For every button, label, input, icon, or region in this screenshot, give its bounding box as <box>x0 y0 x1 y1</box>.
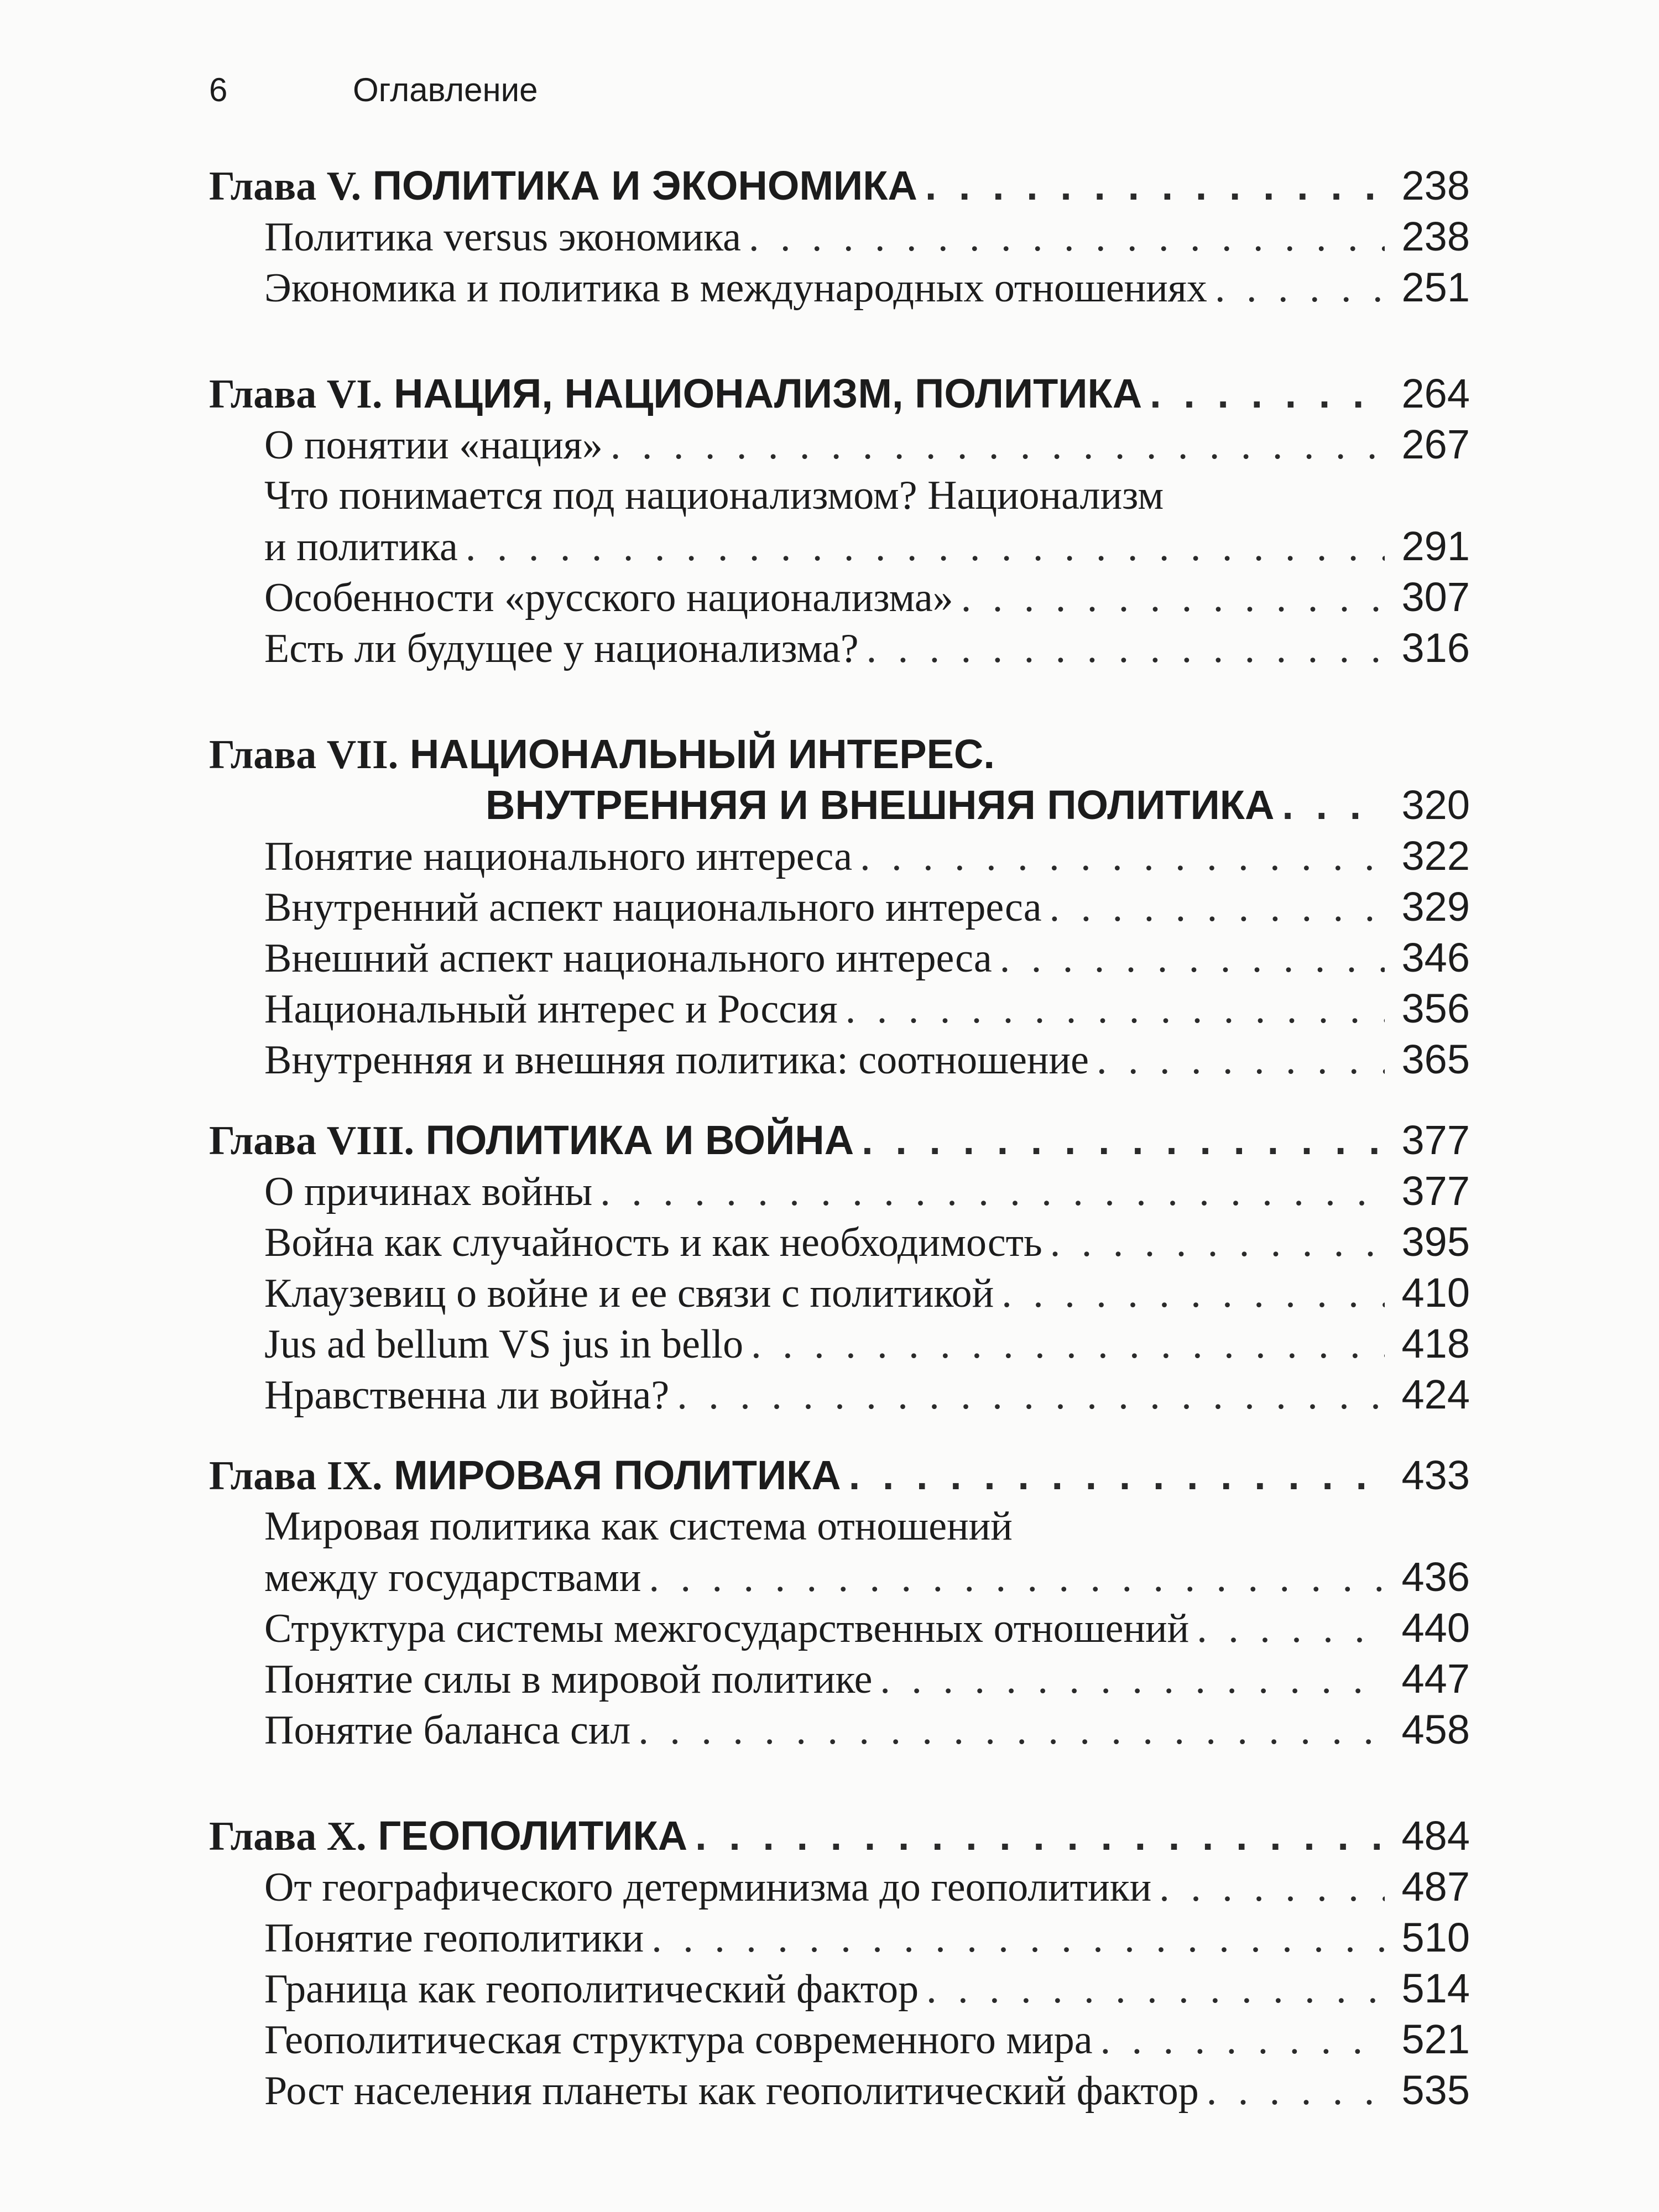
leader-dots <box>677 1370 1385 1421</box>
toc-entry[interactable] <box>209 1963 1470 2014</box>
leader-dots <box>846 984 1385 1035</box>
entry-title: и политика <box>264 524 458 570</box>
leader-dots <box>925 160 1385 211</box>
leader-dots <box>1001 1268 1385 1319</box>
toc-entry-line-1[interactable] <box>209 470 1470 521</box>
running-title: Оглавление <box>353 71 538 108</box>
entry-title: Война как случайность и как необходимость <box>264 1220 1042 1265</box>
leader-dots <box>926 1964 1385 2015</box>
leader-dots <box>1215 263 1385 314</box>
toc-entry[interactable] <box>209 1653 1470 1704</box>
entry-title: Понятие национального интереса <box>264 834 853 879</box>
chapter-heading[interactable] <box>209 1115 1470 1166</box>
toc-entry-line-1[interactable] <box>209 1501 1470 1552</box>
toc-entry[interactable] <box>209 1318 1470 1369</box>
toc-entry[interactable] <box>209 1552 1470 1603</box>
entry-page: 395 <box>1401 1219 1470 1265</box>
chapter-page: 433 <box>1401 1452 1470 1498</box>
entry-title: О причинах войны <box>264 1169 593 1214</box>
entry-title: О понятии «нация» <box>264 422 603 468</box>
chapter-heading[interactable] <box>209 1811 1470 1861</box>
chapter-heading[interactable] <box>209 160 1470 211</box>
chapter-page: 320 <box>1401 782 1470 828</box>
toc-chapter-7 <box>209 729 1470 1085</box>
toc-chapter-10 <box>209 1811 1470 2116</box>
leader-dots <box>1000 933 1385 984</box>
toc-entry[interactable] <box>209 1217 1470 1267</box>
entry-title: Понятие силы в мировой политике <box>264 1657 873 1702</box>
chapter-title: ВНУТРЕННЯЯ И ВНЕШНЯЯ ПОЛИТИКА <box>486 782 1275 828</box>
toc-entry[interactable] <box>209 1603 1470 1653</box>
toc-entry[interactable] <box>209 1369 1470 1420</box>
entry-title: Внутренняя и внешняя политика: соотношение <box>264 1037 1089 1083</box>
entry-title: Есть ли будущее у национализма? <box>264 626 859 671</box>
leader-dots <box>1159 1862 1385 1913</box>
chapter-prefix: Глава V. <box>209 164 362 209</box>
chapter-title: МИРОВАЯ ПОЛИТИКА <box>394 1452 841 1498</box>
leader-dots <box>880 1654 1385 1705</box>
entry-title: Геополитическая структура современного мира <box>264 2017 1093 2063</box>
leader-dots <box>1097 1035 1385 1086</box>
toc-entry[interactable] <box>209 262 1470 313</box>
leader-dots <box>961 572 1385 623</box>
toc-entry[interactable] <box>209 521 1470 572</box>
toc-entry[interactable] <box>209 1704 1470 1755</box>
table-of-contents <box>209 160 1470 2171</box>
leader-dots <box>695 1811 1385 1861</box>
entry-page: 447 <box>1401 1656 1470 1702</box>
chapter-heading-line-1[interactable] <box>209 729 1470 780</box>
chapter-page: 484 <box>1401 1813 1470 1859</box>
leader-dots <box>649 1552 1385 1603</box>
entry-title: Граница как геополитический фактор <box>264 1966 919 2012</box>
toc-entry[interactable] <box>209 932 1470 983</box>
leader-dots <box>600 1166 1385 1217</box>
chapter-title: ПОЛИТИКА И ВОЙНА <box>425 1117 854 1163</box>
running-header <box>209 60 1481 121</box>
entry-title: Экономика и политика в международных отношениях <box>264 265 1207 311</box>
chapter-heading[interactable] <box>209 1450 1470 1501</box>
entry-page: 356 <box>1401 985 1470 1031</box>
toc-entry[interactable] <box>209 2065 1470 2116</box>
toc-entry[interactable] <box>209 1912 1470 1963</box>
entry-title: Понятие геополитики <box>264 1916 644 1961</box>
entry-page: 436 <box>1401 1554 1470 1600</box>
entry-title: Нравственна ли война? <box>264 1373 670 1418</box>
entry-page: 346 <box>1401 935 1470 980</box>
chapter-title-line-1: НАЦИОНАЛЬНЫЙ ИНТЕРЕС. <box>409 731 995 777</box>
toc-entry[interactable] <box>209 211 1470 262</box>
chapter-prefix: Глава IX. <box>209 1453 383 1499</box>
entry-title: Понятие баланса сил <box>264 1708 631 1753</box>
chapter-heading[interactable] <box>209 368 1470 419</box>
entry-page: 521 <box>1401 2016 1470 2062</box>
entry-page: 329 <box>1401 884 1470 930</box>
leader-dots <box>867 623 1385 674</box>
entry-page: 424 <box>1401 1371 1470 1417</box>
leader-dots <box>638 1705 1385 1756</box>
chapter-page: 238 <box>1401 163 1470 208</box>
toc-entry[interactable] <box>209 831 1470 881</box>
leader-dots <box>466 521 1385 572</box>
entry-title: между государствами <box>264 1555 641 1600</box>
entry-title: От географического детерминизма до геополитики <box>264 1865 1152 1910</box>
entry-page: 535 <box>1401 2067 1470 2113</box>
leader-dots <box>1050 1217 1385 1268</box>
entry-title-line-1: Что понимается под национализмом? Национализм <box>264 473 1164 518</box>
entry-page: 514 <box>1401 1965 1470 2011</box>
entry-title: Особенности «русского национализма» <box>264 575 953 620</box>
entry-page: 307 <box>1401 574 1470 620</box>
leader-dots <box>849 1450 1385 1501</box>
leader-dots <box>1282 780 1385 831</box>
entry-title: Клаузевиц о войне и ее связи с политикой <box>264 1271 994 1316</box>
leader-dots <box>1207 2065 1385 2116</box>
entry-page: 251 <box>1401 264 1470 310</box>
entry-title: Внутренний аспект национального интереса <box>264 885 1042 930</box>
chapter-title: ПОЛИТИКА И ЭКОНОМИКА <box>372 163 917 208</box>
entry-page: 316 <box>1401 625 1470 671</box>
leader-dots <box>751 1319 1385 1370</box>
chapter-prefix: Глава VI. <box>209 372 383 417</box>
chapter-page: 264 <box>1401 371 1470 416</box>
entry-page: 377 <box>1401 1168 1470 1214</box>
chapter-page: 377 <box>1401 1117 1470 1163</box>
entry-page: 238 <box>1401 213 1470 259</box>
entry-page: 365 <box>1401 1036 1470 1082</box>
toc-entry[interactable] <box>209 1034 1470 1085</box>
entry-page: 487 <box>1401 1864 1470 1910</box>
entry-title: Политика versus экономика <box>264 215 741 260</box>
entry-title: Внешний аспект национального интереса <box>264 936 992 981</box>
leader-dots <box>611 420 1385 471</box>
toc-chapter-6 <box>209 368 1470 674</box>
chapter-title: НАЦИЯ, НАЦИОНАЛИЗМ, ПОЛИТИКА <box>394 371 1142 416</box>
leader-dots <box>749 212 1385 263</box>
leader-dots <box>1197 1603 1385 1654</box>
entry-title-line-1: Мировая политика как система отношений <box>264 1504 1013 1549</box>
toc-entry[interactable] <box>209 1861 1470 1912</box>
chapter-prefix: Глава VII. <box>209 732 399 778</box>
entry-page: 267 <box>1401 421 1470 467</box>
entry-page: 458 <box>1401 1707 1470 1752</box>
chapter-heading[interactable] <box>209 780 1470 831</box>
page-number: 6 <box>209 71 228 108</box>
toc-chapter-8 <box>209 1115 1470 1420</box>
leader-dots <box>862 1115 1385 1166</box>
toc-entry[interactable] <box>209 983 1470 1034</box>
entry-page: 410 <box>1401 1270 1470 1316</box>
toc-entry[interactable] <box>209 1267 1470 1318</box>
chapter-prefix: Глава X. <box>209 1814 367 1859</box>
toc-entry[interactable] <box>209 572 1470 623</box>
entry-title: Рост населения планеты как геополитический фактор <box>264 2068 1199 2114</box>
leader-dots <box>1050 882 1385 933</box>
toc-entry[interactable] <box>209 881 1470 932</box>
toc-entry[interactable] <box>209 2014 1470 2065</box>
chapter-title: ГЕОПОЛИТИКА <box>378 1813 688 1859</box>
toc-entry[interactable] <box>209 623 1470 674</box>
toc-chapter-9 <box>209 1450 1470 1755</box>
entry-page: 440 <box>1401 1605 1470 1651</box>
entry-page: 322 <box>1401 833 1470 879</box>
entry-title: Jus ad bellum VS jus in bello <box>264 1322 744 1367</box>
entry-page: 291 <box>1401 523 1470 569</box>
toc-entry[interactable] <box>209 419 1470 470</box>
leader-dots <box>1100 2015 1385 2065</box>
chapter-prefix: Глава VIII. <box>209 1118 415 1164</box>
toc-chapter-5 <box>209 160 1470 313</box>
leader-dots <box>860 831 1385 882</box>
entry-page: 418 <box>1401 1321 1470 1366</box>
leader-dots <box>1150 368 1385 419</box>
entry-page: 510 <box>1401 1914 1470 1960</box>
entry-title: Национальный интерес и Россия <box>264 987 838 1032</box>
leader-dots <box>651 1913 1385 1964</box>
toc-entry[interactable] <box>209 1166 1470 1217</box>
entry-title: Структура системы межгосударственных отношений <box>264 1606 1190 1651</box>
